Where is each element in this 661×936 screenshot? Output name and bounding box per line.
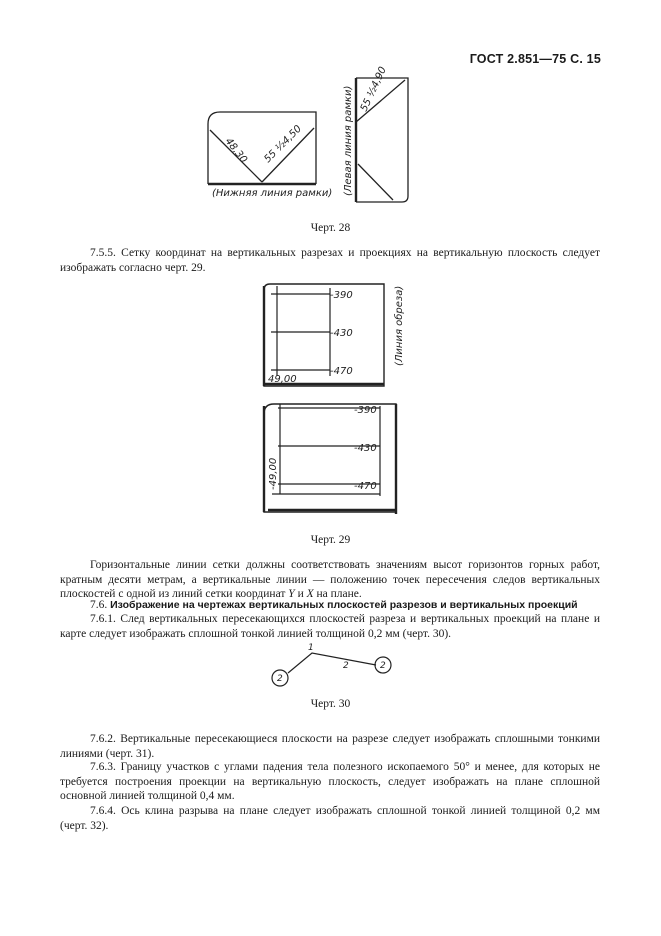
- section-7-6-title: Изображение на чертежах вертикальных плоскостей разрезов и вертикальных проекций: [110, 599, 578, 611]
- paragraph-gorizont-text-a: Горизонтальные линии сетки должны соответствовать значениям высот горизонтов горных работ, кратным десяти метрам, а вертикальные линии — положению точек пересечения следов вертикальных плоскостей с одной из линий сетки координат: [60, 559, 600, 601]
- fig29-upper-level-430: -430: [330, 328, 353, 339]
- fig28-label-4830: 48,30: [222, 136, 249, 166]
- paragraph-7-6-1-text: 7.6.1. След вертикальных пересекающихся плоскостей разреза и вертикальных проекций на плане и карте следует изображать сплошной тонкой линией толщиной 0,2 мм (черт. 30).: [60, 613, 600, 640]
- fig29-lower-level-430: -430: [354, 443, 377, 454]
- fig29-upper-side-label: (Линия обреза): [394, 285, 405, 366]
- coord-x: X: [306, 588, 314, 601]
- paragraph-7-6-2-text: 7.6.2. Вертикальные пересекающиеся плоскости на разрезе следует изображать сплошными тонкими линиями (черт. 31).: [60, 733, 600, 760]
- paragraph-7-6-2: [60, 732, 600, 761]
- page-header: ГОСТ 2.851—75 С. 15: [469, 52, 601, 66]
- fig28-right-side-label: (Левая линия рамки): [343, 85, 354, 196]
- fig29-lower-level-470: -470: [354, 481, 377, 492]
- paragraph-gorizont-and: и: [294, 588, 307, 601]
- fig28-caption: Черт. 28: [310, 222, 351, 234]
- fig30-circle-left-label: 2: [277, 674, 283, 684]
- fig29-upper-corner-label: 49,00: [268, 374, 297, 385]
- paragraph-gorizont-text-b: на плане.: [313, 588, 362, 601]
- section-7-6-number: 7.6.: [90, 599, 111, 611]
- paragraph-7-6-3: [60, 760, 600, 804]
- fig30-label-1: 1: [308, 643, 314, 653]
- paragraph-7-6-4: [60, 804, 600, 833]
- fig30-caption: Черт. 30: [310, 698, 351, 710]
- fig29-caption: Черт. 29: [310, 534, 351, 546]
- fig28-label-5514: 55 ½4,50: [262, 123, 304, 166]
- paragraph-7-6-4-text: 7.6.4. Ось клина разрыва на плане следует изображать сплошной тонкой линией толщиной 0,2 мм (черт. 32).: [60, 805, 600, 832]
- fig28-right-corner-label: 55 ½4,90: [358, 65, 389, 114]
- fig29-lower-corner-label: -49,00: [268, 457, 279, 490]
- fig28-bottom-label: (Нижняя линия рамки): [212, 188, 333, 199]
- fig29-upper-level-470: -470: [330, 366, 353, 377]
- coord-y: Y: [288, 588, 295, 601]
- fig30-circle-right-label: 2: [380, 661, 386, 671]
- fig30-drawing: [272, 653, 391, 686]
- fig29-lower-level-390: -390: [354, 405, 377, 416]
- paragraph-7-5-5-text: 7.5.5. Сетку координат на вертикальных разрезах и проекциях на вертикальную плоскость следует изображать согласно черт. 29.: [60, 247, 600, 274]
- paragraph-7-6-3-text: 7.6.3. Границу участков с углами падения тела полезного ископаемого 50° и менее, для которых не требуется построения проекции на вертикальную плоскость, следует изображать на плане сплошной основной линией толщиной 0,4 мм.: [60, 761, 600, 803]
- fig29-upper-level-390: -390: [330, 290, 353, 301]
- fig30-label-2: 2: [343, 661, 349, 671]
